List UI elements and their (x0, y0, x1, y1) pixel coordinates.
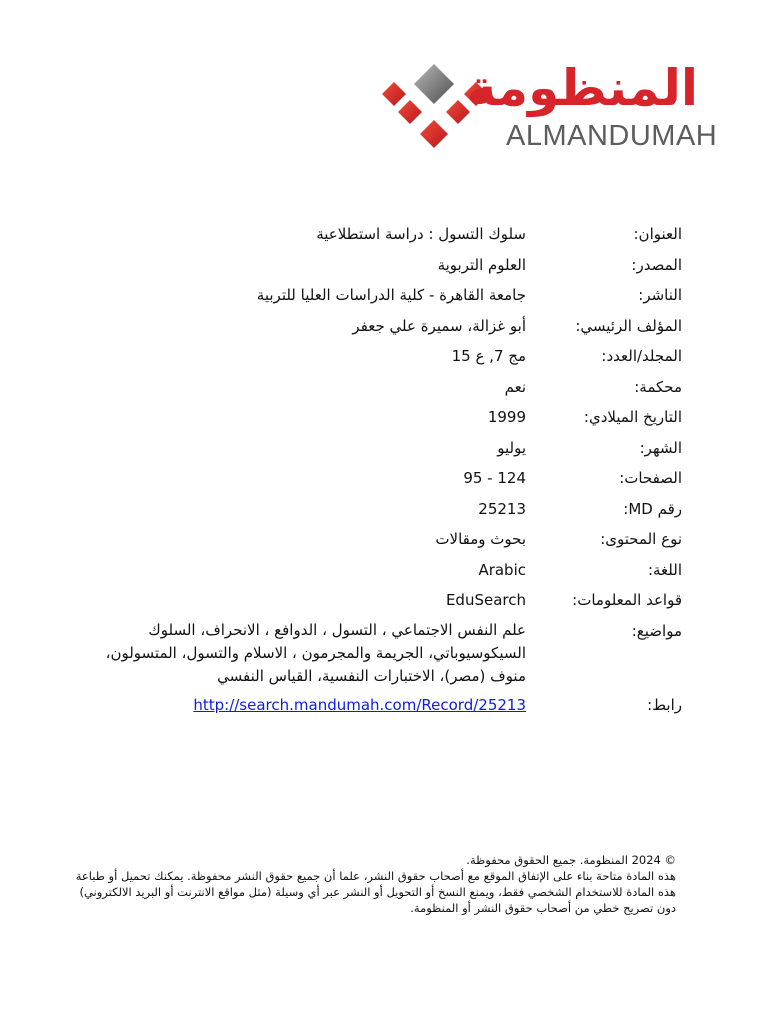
logo-latin-wordmark: ALMANDUMAH (506, 120, 718, 152)
field-year (0, 402, 768, 433)
field-value: Arabic (478, 560, 526, 579)
field-value (71, 690, 526, 720)
field-label: الصفحات: (619, 469, 682, 487)
field-label: قواعد المعلومات: (572, 591, 682, 609)
field-value (71, 463, 526, 493)
field-value: علم النفس الاجتماعي ، التسول ، الدوافع ، الانحراف، السلوك السيكوسيوباتي، الجريمة والمجرمون ، الاسلام والتسول، المتسولون، منوف (مصر)، الاختبارات النفسية، القياس النفسي (105, 620, 526, 685)
field-value: نعم (504, 377, 526, 396)
field-language (0, 555, 768, 586)
field-value: بحوث ومقالات (435, 530, 526, 548)
field-publisher (0, 280, 768, 311)
field-value: 25213 (478, 499, 526, 518)
field-volume-issue (0, 341, 768, 372)
field-month (0, 433, 768, 464)
field-pages (0, 463, 768, 494)
pages-range: 95 - 124 (463, 469, 526, 487)
field-label: رابط: (647, 695, 682, 714)
field-label: الشهر: (639, 438, 682, 457)
field-label: اللغة: (647, 560, 682, 579)
copyright-notice (66, 852, 676, 916)
field-main-author (0, 311, 768, 342)
field-subjects (0, 616, 768, 690)
almandumah-logo (372, 58, 718, 158)
field-label: رقم MD: (623, 499, 682, 518)
field-label: التاريخ الميلادي: (583, 408, 682, 426)
field-peer-reviewed (0, 372, 768, 403)
copyright-line: © 2024 المنظومة. جميع الحقوق محفوظة. (466, 853, 676, 867)
field-value: يوليو (497, 438, 526, 457)
logo-arabic-wordmark: المنظومة (466, 59, 698, 117)
field-link (0, 690, 768, 721)
record-details (0, 219, 768, 720)
field-label: المجلد/العدد: (601, 347, 682, 365)
field-label: محكمة: (634, 377, 682, 396)
field-title (0, 219, 768, 250)
record-link[interactable]: http://search.mandumah.com/Record/25213 (193, 695, 526, 714)
field-content-type (0, 524, 768, 555)
field-value: سلوك التسول : دراسة استطلاعية (316, 225, 526, 243)
field-label: مواضيع: (631, 621, 682, 640)
field-value: العلوم التربوية (437, 255, 526, 274)
field-value: EduSearch (445, 591, 526, 609)
field-label: العنوان: (633, 225, 682, 243)
field-value: 1999 (487, 408, 526, 426)
field-value: مج 7, ع 15 (451, 347, 526, 365)
field-label: المصدر: (631, 255, 682, 274)
field-value: أبو غزالة، سميرة علي جعفر (352, 316, 526, 335)
field-value: جامعة القاهرة - كلية الدراسات العليا للتربية (256, 286, 526, 304)
field-md-number (0, 494, 768, 525)
field-databases (0, 585, 768, 616)
rights-statement: هذه المادة متاحة بناء على الإتفاق الموقع مع أصحاب حقوق النشر، علما أن جميع حقوق النشر محفوظة. يمكنك تحميل أو طباعة هذه المادة للاستخدام الشخصي فقط، ويمنع النسخ أو التحويل أو النشر عبر أي وسيلة (مثل مواقع الانترنت أو البريد الالكتروني) دون تصريح خطي من أصحاب حقوق النشر أو المنظومة. (75, 869, 676, 915)
field-label: نوع المحتوى: (600, 530, 682, 548)
field-label: المؤلف الرئيسي: (575, 316, 682, 335)
field-source (0, 250, 768, 281)
field-label: الناشر: (638, 286, 682, 304)
